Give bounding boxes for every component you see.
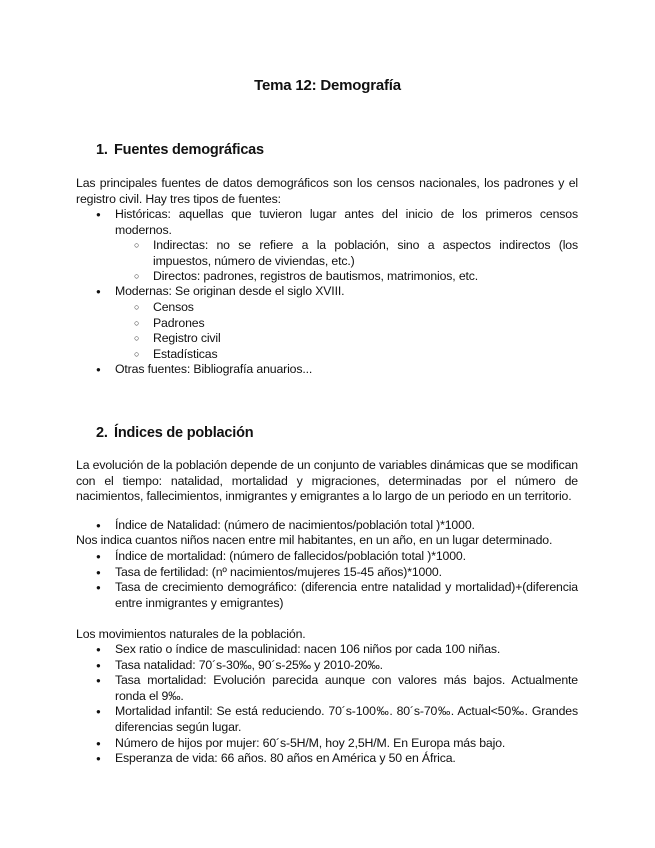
sub-list-item: ○ Directos: padrones, registros de bautismos, matrimonios, etc. (134, 269, 578, 285)
section-title: Índices de población (114, 425, 254, 441)
list-item: ● Tasa mortalidad: Evolución parecida aunque con valores más bajos. Actualmente ronda el 9‰. (96, 673, 578, 704)
list-item: ● Número de hijos por mujer: 60´s-5H/M, hoy 2,5H/M. En Europa más bajo. (96, 736, 578, 752)
bullet-list-modernas (96, 284, 578, 300)
bullet-list-natalidad (96, 518, 578, 534)
document-title: Tema 12: Demografía (254, 77, 401, 94)
list-item: ● Esperanza de vida: 66 años. 80 años en América y 50 en África. (96, 751, 578, 767)
list-item: ● Tasa de fertilidad: (nº nacimientos/mujeres 15-45 años)*1000. (96, 565, 578, 581)
section-number: 1. (96, 142, 108, 158)
natalidad-note: Nos indica cuantos niños nacen entre mil habitantes, en un año, en un lugar determinado. (76, 533, 553, 547)
list-item: ● Modernas: Se originan desde el siglo XVIII. (96, 284, 578, 300)
section-number: 2. (96, 425, 108, 441)
list-item: ● Otras fuentes: Bibliografía anuarios... (96, 362, 578, 378)
sub-list-item: ○ Censos (134, 300, 578, 316)
list-item: ● Tasa natalidad: 70´s-30‰, 90´s-25‰ y 2010-20‰. (96, 658, 578, 674)
list-item: ● Mortalidad infantil: Se está reduciendo. 70´s-100‰. 80´s-70‰. Actual<50‰. Grandes diferencias según lugar. (96, 704, 578, 735)
sub-list-item: ○ Indirectas: no se refiere a la población, sino a aspectos indirectos (los impuestos, número de viviendas, etc.) (134, 238, 578, 269)
movimientos-title: Los movimientos naturales de la población. (76, 627, 306, 641)
list-item: ● Índice de mortalidad: (número de fallecidos/población total )*1000. (96, 549, 578, 565)
sub-list-item: ○ Padrones (134, 316, 578, 332)
paragraph-intro-indices: La evolución de la población depende de un conjunto de variables dinámicas que se modifican con el tiempo: natalidad, mortalidad y migraciones, determinadas por el número de nacimientos, fallecimientos, inmigrantes y emigrantes a lo largo de un periodo en un territorio. (76, 458, 578, 504)
list-item: ● Tasa de crecimiento demográfico: (diferencia entre natalidad y mortalidad)+(diferencia entre inmigrantes y emigrantes) (96, 580, 578, 611)
section-title: Fuentes demográficas (114, 142, 264, 158)
list-item: ● Índice de Natalidad: (número de nacimientos/población total )*1000. (96, 518, 578, 534)
bullet-list-indices (96, 549, 578, 611)
sub-list-item: ○ Estadísticas (134, 347, 578, 363)
sub-list-modernas (134, 300, 578, 362)
list-item: ● Sex ratio o índice de masculinidad: nacen 106 niños por cada 100 niñas. (96, 642, 578, 658)
section-heading-indices (96, 425, 253, 441)
paragraph-intro-fuentes: Las principales fuentes de datos demográficos son los censos nacionales, los padrones y el registro civil. Hay tres tipos de fuentes: (76, 176, 578, 206)
sub-list-historicas (134, 238, 578, 285)
bullet-list-movimientos (96, 642, 578, 767)
list-item: ● Históricas: aquellas que tuvieron lugar antes del inicio de los primeros censos modernos. (96, 207, 578, 238)
section-heading-fuentes (96, 142, 264, 158)
sub-list-item: ○ Registro civil (134, 331, 578, 347)
bullet-list-historicas (96, 207, 578, 238)
bullet-list-otras (96, 362, 578, 378)
